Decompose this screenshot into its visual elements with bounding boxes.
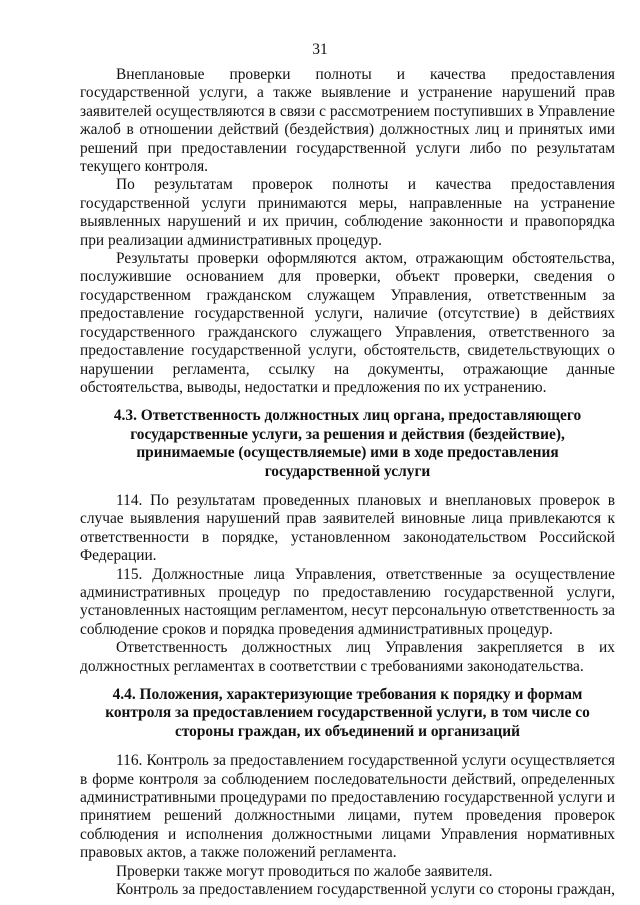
document-body <box>80 66 615 899</box>
spacer <box>80 481 615 492</box>
paragraph-116: 116. Контроль за предоставлением государственной услуги осуществляется в форме контроля за соблюдением последовательности действий, определенных административными процедурами по предоставлению государственной услуги и принятием решений должностными лицами, путем проведения проверок соблюдения и исполнения должностными лицами Управления нормативных правовых актов, а также положений регламента. <box>80 752 615 862</box>
section-heading-4-4: 4.4. Положения, характеризующие требования к порядку и формам контроля за предоставлением государственной услуги, в том числе со стороны граждан, их объединений и организаций <box>105 686 590 740</box>
paragraph-inspection-act: Результаты проверки оформляются актом, отражающим обстоятельства, послужившие основанием для проверки, объект проверки, сведения о государственном гражданском служащем Управления, ответственным за предоставление государственной услуги, наличие (отсутствие) в действиях государственного гражданского служащего Управления, ответственного за предоставление государственной услуги, обстоятельств, свидетельствующих о нарушении регламента, ссылку на документы, отражающие данные обстоятельства, выводы, недостатки и предложения по их устранению. <box>80 250 615 396</box>
paragraph-inspection-results-measures: По результатам проверок полноты и качества предоставления государственной услуги принимаются меры, направленные на устранение выявленных нарушений и их причин, соблюдение законности и правопорядка при реализации административных процедур. <box>80 176 615 249</box>
paragraph-115: 115. Должностные лица Управления, ответственные за осуществление административных процедур по предоставлению государственной услуги, установленных настоящим регламентом, несут персональную ответственность за соблюдение сроков и порядка проведения административных процедур. <box>80 565 615 638</box>
paragraph-114: 114. По результатам проведенных плановых и внеплановых проверок в случае выявления нарушений прав заявителей виновные лица привлекаются к ответственности в порядке, установленном законодательством Российской Федерации. <box>80 491 615 565</box>
paragraph-complaint-inspections: Проверки также могут проводиться по жалобе заявителя. <box>116 862 493 880</box>
paragraph-citizen-control: Контроль за предоставлением государственной услуги со стороны граждан, <box>116 881 615 899</box>
paragraph-responsibility: Ответственность должностных лиц Управления закрепляется в их должностных регламентах в соответствии с требованиями законодательства. <box>80 639 615 675</box>
page-number: 31 <box>312 41 328 58</box>
section-heading-4-3: 4.3. Ответственность должностных лиц органа, предоставляющего государственные услуги, за решения и действия (бездействие), принимаемые (осуществляемые) ими в ходе предоставления государственной услуги <box>113 407 582 480</box>
spacer <box>80 397 615 407</box>
paragraph-unscheduled-inspections: Внеплановые проверки полноты и качества предоставления государственной услуги, а также выявление и устранение нарушений прав заявителей осуществляются в связи с рассмотрением поступивших в Управление жалоб в отношении действий (бездействия) должностных лиц и принятых ими решений при предоставлении государственной услуги либо по результатам текущего контроля. <box>80 66 615 176</box>
spacer <box>80 676 615 686</box>
spacer <box>80 741 615 752</box>
